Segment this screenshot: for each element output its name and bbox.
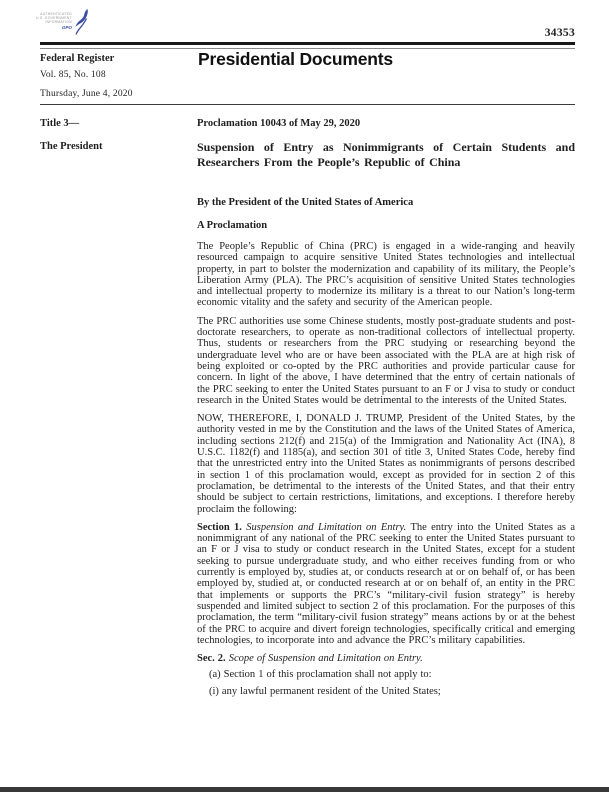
page-number: 34353 (544, 27, 575, 39)
margin-the-president: The President (40, 141, 103, 152)
section-1-label: Section 1. (197, 521, 242, 533)
masthead-date: Thursday, June 4, 2020 (40, 89, 133, 99)
header-rule-thick (40, 42, 575, 45)
gpo-seal-gpo-label: GPO (61, 24, 72, 30)
paragraph: NOW, THEREFORE, I, DONALD J. TRUMP, President of the United States, by the authority vested in me by the Constitution and the laws of the United States of America, including sections 212(f) and 215(a) of the Immigration and Nationality Act (INA), 8 U.S.C. 1182(f) and 1185(a), and section 301 of title 3, United States Code, hereby find that the unrestricted entry into the United States as nonimmigrants of persons described in section 1 of this proclamation would, except as provided for in section 2 of this proclamation, be detrimental to the interests of the United States, and that their entry should be subject to certain restrictions, limitations, and exceptions. I therefore hereby proclaim the following: (197, 413, 575, 515)
main-column (197, 118, 575, 702)
gpo-seal-line: INFORMATION (45, 20, 72, 25)
gpo-seal-text (36, 12, 72, 30)
document-body (40, 118, 575, 702)
section-banner: Presidential Documents (198, 49, 393, 69)
header-double-rule (40, 42, 575, 49)
by-the-president-line: By the President of the United States of America (197, 197, 414, 208)
masthead-volume: Vol. 85, No. 108 (40, 70, 106, 80)
gpo-seal-line: AUTHENTICATED (40, 12, 72, 16)
section-2-label: Sec. 2. (197, 653, 226, 665)
section-1-paragraph (197, 522, 575, 646)
gpo-eagle-swoosh-icon (73, 8, 91, 41)
margin-column (40, 118, 197, 702)
section-2-title: Scope of Suspension and Limitation on Entry. (228, 653, 423, 665)
masthead-rule (40, 104, 575, 105)
section-1-title: Suspension and Limitation on Entry. (246, 521, 407, 533)
section-1-body: The entry into the United States as a nonimmigrant of any national of the PRC seeking to enter the United States pursuant to an F or J visa to study or conduct research in the United States, except for a student seeking to pursue undergraduate study, and who either receives funding from or who currently is employed by, studies at, or conducts research at or on behalf of, or has been employed by, studied at, or conducted research at or on behalf of, an entity in the PRC that implements or supports the PRC’s “military-civil fusion strategy” is hereby suspended and limited subject to section 2 of this proclamation. For the purposes of this proclamation, the term “military-civil fusion strategy” means actions by or at the behest of the PRC to acquire and divert foreign technologies, specifically critical and emerging technologies, to incorporate into and advance the PRC’s military capabilities. (197, 521, 576, 646)
proclamation-title: Suspension of Entry as Nonimmigrants of Certain Students and Researchers From the People’s Republic of China (197, 140, 575, 169)
section-2-item-a: (a) Section 1 of this proclamation shall not apply to: (209, 669, 432, 681)
proclamation-number-line: Proclamation 10043 of May 29, 2020 (197, 118, 361, 129)
page-bottom-edge (0, 787, 609, 792)
masthead-title: Federal Register (40, 53, 115, 64)
a-proclamation-heading: A Proclamation (197, 220, 268, 231)
paragraph: The People’s Republic of China (PRC) is engaged in a wide-ranging and heavily resourced campaign to acquire sensitive United States technologies and intellectual property, in part to bolster the modernization and capability of its military, the People’s Liberation Army (PLA). The PRC’s acquisition of sensitive United States technologies and intellectual property to modernize its military is a threat to our Nation’s long-term economic vitality and the safety and security of the American people. (197, 241, 575, 309)
paragraph: The PRC authorities use some Chinese students, mostly post-graduate students and post-doctorate researchers, to operate as non-traditional collectors of intellectual property. Thus, students or researchers from the PRC studying or researching beyond the undergraduate level who are or have been associated with the PLA are at high risk of being exploited or co-opted by the PRC authorities and provide particular cause for concern. In light of the above, I have determined that the entry of certain nationals of the PRC seeking to enter the United States pursuant to an F or J visa to study or conduct research in the United States would be detrimental to the interests of the United States. (197, 315, 575, 406)
gpo-authentication-seal (36, 8, 91, 41)
section-2-item-i: (i) any lawful permanent resident of the United States; (209, 685, 441, 697)
proclamation-text (197, 241, 575, 697)
margin-title-3: Title 3— (40, 118, 80, 129)
masthead (40, 53, 195, 99)
section-2-heading (197, 653, 575, 664)
gpo-seal-line: U.S. GOVERNMENT (36, 16, 72, 21)
